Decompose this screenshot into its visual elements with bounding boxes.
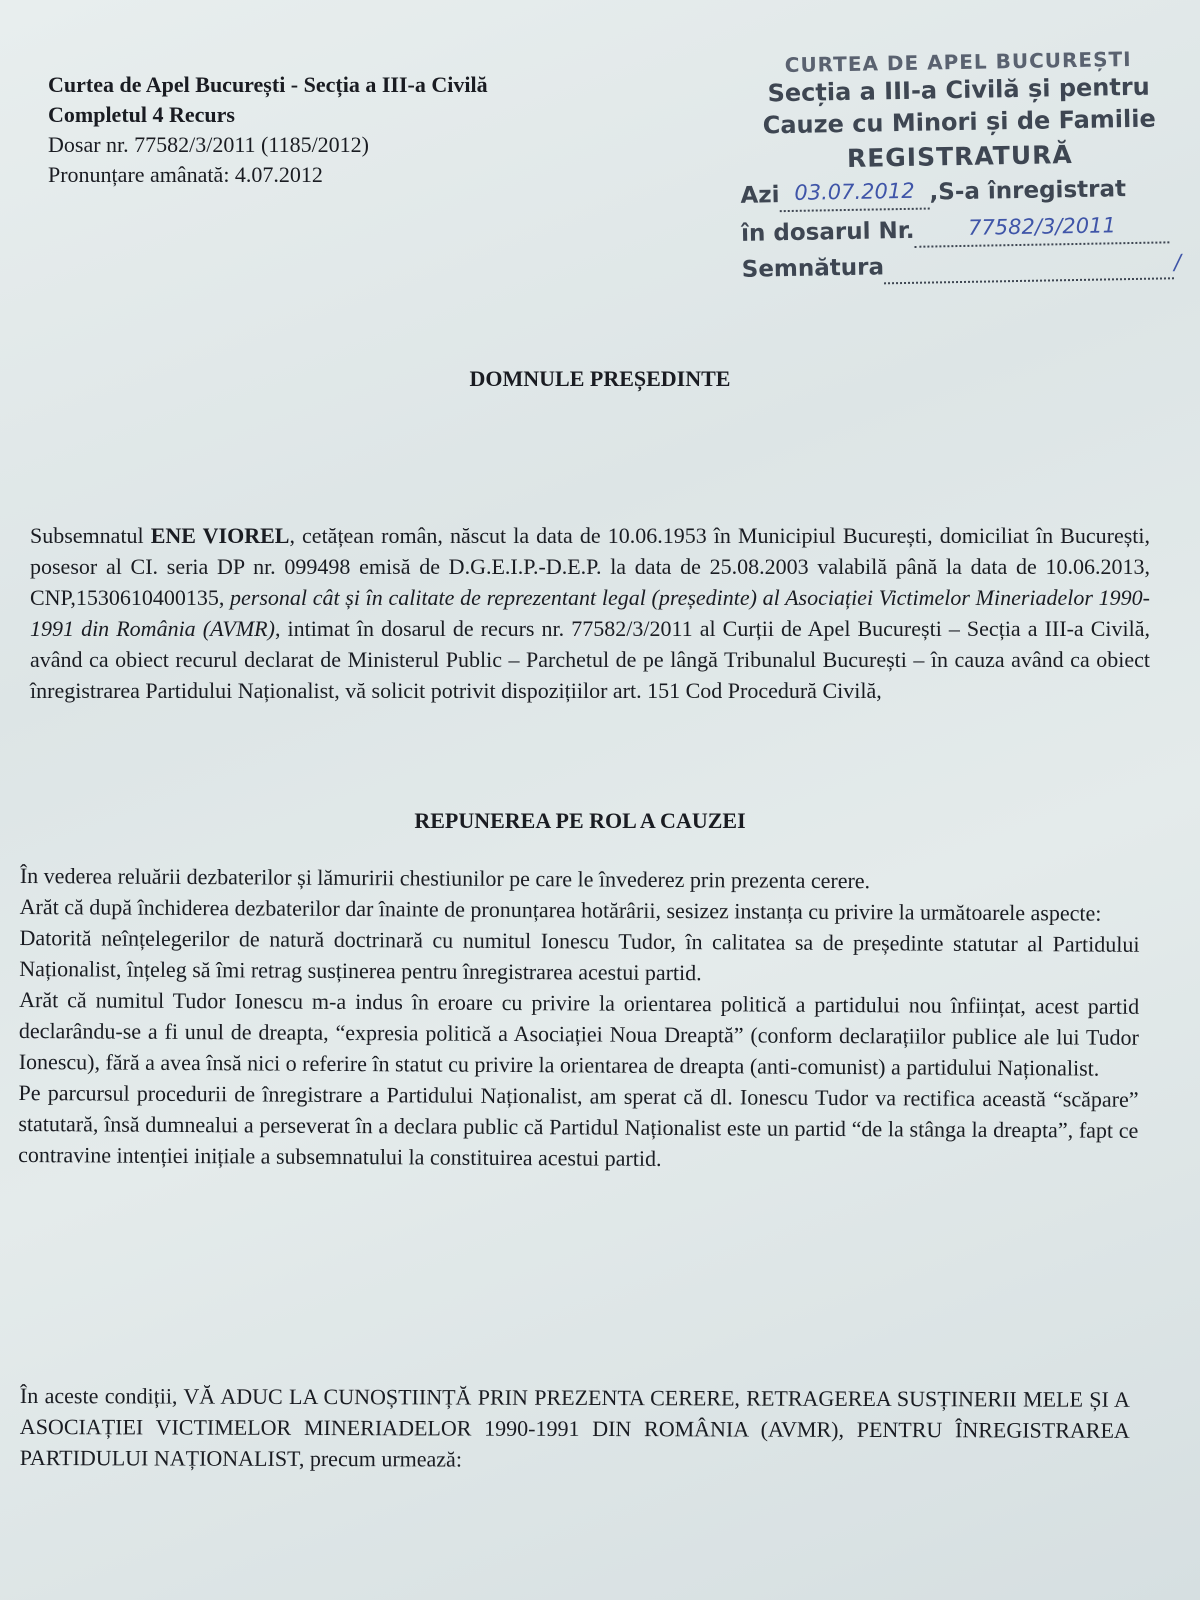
request-body xyxy=(18,860,1140,1177)
request-title: REPUNEREA PE ROL A CAUZEI xyxy=(414,808,746,833)
court-line: Curtea de Apel București - Secția a III-a Civilă xyxy=(48,72,488,97)
stamp-signature-row xyxy=(741,245,1182,287)
petition-rest: , intimat în dosarul de recurs nr. 77582/3/2011 al Curții de Apel București – Secția a III-a Civilă, având ca obiect recurul declarat de Ministerul Public – Parchetul de pe lângă Tribunalul București – în cauza având ca obiect înregistrarea Partidului Naționalist, vă solicit potrivit dispozițiilor art. 151 Cod Procedură Civilă, xyxy=(30,616,1150,703)
petition-intro: Subsemnatul xyxy=(30,523,151,548)
case-header xyxy=(48,70,688,190)
stamp-file-field xyxy=(914,207,1170,247)
body-paragraph-5: Pe parcursul procedurii de înregistrare a Partidului Naționalist, am sperat că dl. Ionescu Tudor va rectifica această “scăpare” statutară, însă dumnealui a perseverat în a declara public că Partidul Naționalist este un partid “de la stânga la dreapta”, fapt ce contravine intenției inițiale a subsemnatului la constituirea acestui partid. xyxy=(18,1079,1139,1171)
stamp-date-value: 03.07.2012 xyxy=(794,178,915,205)
stamp-file-label: în dosarul Nr. xyxy=(740,217,915,247)
stamp-registered-label: S-a înregistrat xyxy=(938,176,1127,206)
petitioner-name: ENE VIOREL xyxy=(150,523,290,548)
stamp-signature-field xyxy=(884,277,1174,284)
stamp-registry: REGISTRATURĂ xyxy=(846,140,1073,173)
body-paragraph-2: Arăt că după închiderea dezbaterilor dar înainte de pronunțarea hotărârii, sesizez instanța cu privire la următoarele aspecte: xyxy=(19,893,1102,926)
registry-stamp xyxy=(738,46,1182,287)
body-paragraph-1: În vederea reluării dezbaterilor și lămuririi chestiunilor pe care le învederez prin prezenta cerere. xyxy=(19,862,871,894)
stamp-file-row xyxy=(741,207,1182,251)
petitioner-capacity: personal cât și în calitate de reprezentant legal (președinte) al Asociației Victimelor Mineriadelor 1990-1991 din România (AVMR) xyxy=(30,585,1150,641)
stamp-date-label: Azi xyxy=(740,182,780,209)
document-title: DOMNULE PREȘEDINTE xyxy=(469,366,731,391)
body-paragraph-4: Arăt că numitul Tudor Ionescu m-a indus în eroare cu privire la orientarea politică a partidului nou înființat, acest partid declarându-se a fi unul de dreapta, “expresia politică a Asociației Noua Dreaptă” (conform declarațiilor publice ale lui Tudor Ionescu), fără a avea însă nici o referire în statut cu privire la orientarea de dreapta (anti-comunist) a partidului Naționalist. xyxy=(18,986,1140,1081)
petition-paragraph xyxy=(30,520,1150,706)
file-number-line: Dosar nr. 77582/3/2011 (1185/2012) xyxy=(48,132,370,157)
closing-paragraph: În aceste condiții, VĂ ADUC LA CUNOȘTIINȚĂ PRIN PREZENTA CERERE, RETRAGEREA SUSȚINERII MELE ȘI A ASOCIAȚIEI VICTIMELOR MINERIADELOR 1990-1991 DIN ROMÂNIA (AVMR), PENTRU ÎNREGISTRAREA PARTIDULUI NAȚIONALIST, precum urmează: xyxy=(19,1383,1130,1472)
stamp-date-field xyxy=(779,174,930,213)
stamp-file-value: 77582/3/2011 xyxy=(967,213,1117,240)
body-paragraph-3: Datorită neînțelegerilor de natură doctrinară cu numitul Ionescu Tudor, în calitatea sa de președinte statutar al Partidului Naționalist, înțeleg să îmi retrag susținerea pentru înregistrarea acestui partid. xyxy=(19,924,1140,986)
stamp-signature-mark: / xyxy=(1173,250,1182,275)
stamp-date-row: Azi 03.07.2012 ,S-a înregistrat xyxy=(740,169,1181,213)
stamp-court: CURTEA DE APEL BUCUREȘTI xyxy=(784,46,1132,78)
panel-line: Completul 4 Recurs xyxy=(48,102,235,127)
stamp-section-line-2: Cauze cu Minori și de Familie xyxy=(762,104,1156,140)
deferred-ruling-line: Pronunțare amânată: 4.07.2012 xyxy=(48,162,323,187)
stamp-signature-label: Semnătura xyxy=(741,254,885,283)
petitioner-details: , cetățean român, născut la data de 10.06.1953 în Municipiul București, domiciliat în București, posesor al CI. seria DP nr. 099498 emisă de D.G.E.I.P.-D.E.P. la data de 25.08.2003 valabilă până la data de 10.06.2013, CNP,1530610400135, xyxy=(30,523,1151,610)
stamp-section-line-1: Secția a III-a Civilă și pentru xyxy=(767,72,1150,108)
closing-section xyxy=(20,1380,1130,1477)
